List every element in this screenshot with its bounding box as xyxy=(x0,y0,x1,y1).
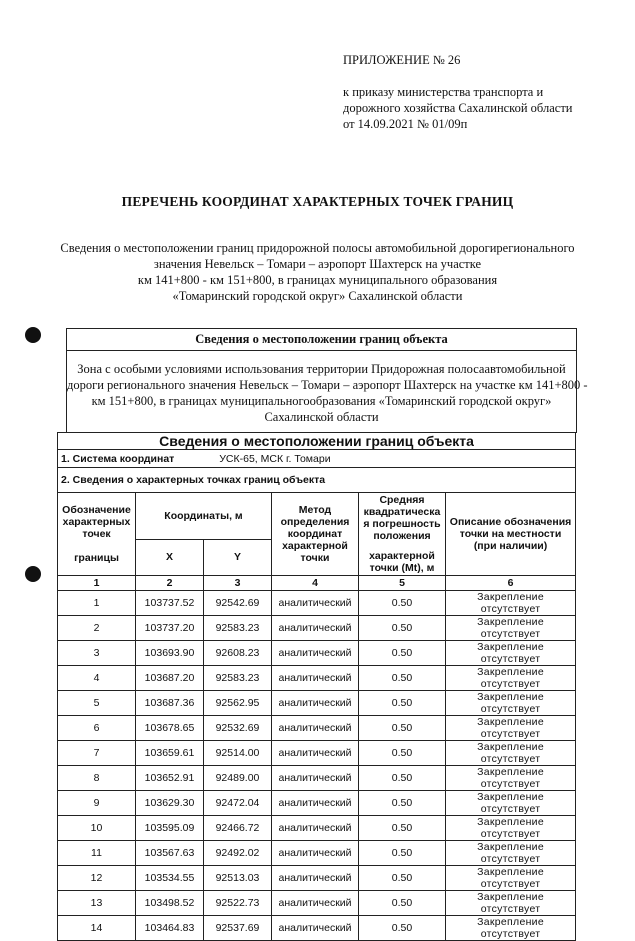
cell-description: Закрепление отсутствует xyxy=(446,791,576,816)
header-description: Описание обозначения точки на местности (при наличии) xyxy=(446,493,576,576)
table-row xyxy=(58,616,576,641)
cell-x: 103737.52 xyxy=(136,591,204,616)
header-accuracy xyxy=(359,493,446,576)
table-title: Сведения о местоположении границ объекта xyxy=(58,433,576,450)
cell-x: 103567.63 xyxy=(136,841,204,866)
table-row xyxy=(58,766,576,791)
cell-x: 103659.61 xyxy=(136,741,204,766)
table-row xyxy=(58,716,576,741)
cell-description: Закрепление отсутствует xyxy=(446,691,576,716)
cell-accuracy: 0.50 xyxy=(359,691,446,716)
cell-x: 103652.91 xyxy=(136,766,204,791)
cell-x: 103678.65 xyxy=(136,716,204,741)
table-row xyxy=(58,816,576,841)
cell-point-number: 4 xyxy=(58,666,136,691)
cell-accuracy: 0.50 xyxy=(359,916,446,941)
table-row xyxy=(58,666,576,691)
cell-description: Закрепление отсутствует xyxy=(446,841,576,866)
cell-method: аналитический xyxy=(272,791,359,816)
section2-label: 2. Сведения о характерных точках границ объекта xyxy=(58,468,576,493)
intro-line: значения Невельск – Томари – аэропорт Шахтерск на участке xyxy=(153,257,482,271)
cell-description: Закрепление отсутствует xyxy=(446,766,576,791)
cell-description: Закрепление отсутствует xyxy=(446,866,576,891)
col-number: 6 xyxy=(446,576,576,591)
cell-accuracy: 0.50 xyxy=(359,741,446,766)
page-title: ПЕРЕЧЕНЬ КООРДИНАТ ХАРАКТЕРНЫХ ТОЧЕК ГРАНИЦ xyxy=(121,194,514,209)
cell-method: аналитический xyxy=(272,641,359,666)
cell-point-number: 1 xyxy=(58,591,136,616)
intro-paragraph xyxy=(60,240,575,304)
cell-method: аналитический xyxy=(272,666,359,691)
cell-point-number: 3 xyxy=(58,641,136,666)
cell-y: 92514.00 xyxy=(204,741,272,766)
cell-accuracy: 0.50 xyxy=(359,866,446,891)
cell-y: 92583.23 xyxy=(204,666,272,691)
appendix-line: дорожного хозяйства Сахалинской области xyxy=(343,101,573,115)
appendix-line: от 14.09.2021 № 01/09п xyxy=(343,117,468,131)
header-designation-text: Обозначение характерных точек xyxy=(62,504,131,540)
cell-y: 92562.95 xyxy=(204,691,272,716)
table-row xyxy=(58,866,576,891)
object-section-line: Сахалинской области xyxy=(264,410,379,424)
cell-accuracy: 0.50 xyxy=(359,616,446,641)
header-x: Х xyxy=(136,539,204,575)
cell-x: 103498.52 xyxy=(136,891,204,916)
cell-y: 92489.00 xyxy=(204,766,272,791)
cell-description: Закрепление отсутствует xyxy=(446,816,576,841)
cell-x: 103534.55 xyxy=(136,866,204,891)
cell-method: аналитический xyxy=(272,691,359,716)
header-accuracy-text: Средняя квадратическа я погрешность положения xyxy=(363,494,441,542)
header-y: Y xyxy=(204,539,272,575)
col-number: 5 xyxy=(359,576,446,591)
intro-line: Сведения о местоположении границ придорожной полосы автомобильной дорогирегионального xyxy=(60,241,575,255)
cell-method: аналитический xyxy=(272,891,359,916)
cell-point-number: 12 xyxy=(58,866,136,891)
cell-accuracy: 0.50 xyxy=(359,641,446,666)
object-section-body xyxy=(67,361,588,425)
cell-accuracy: 0.50 xyxy=(359,841,446,866)
cell-point-number: 13 xyxy=(58,891,136,916)
cell-accuracy: 0.50 xyxy=(359,766,446,791)
cell-point-number: 7 xyxy=(58,741,136,766)
cell-x: 103629.30 xyxy=(136,791,204,816)
cell-method: аналитический xyxy=(272,866,359,891)
table-row xyxy=(58,916,576,941)
coordinates-table xyxy=(57,432,576,941)
col-number: 2 xyxy=(136,576,204,591)
object-section-line: км 151+800, в границах муниципальногообразования «Томаринский городской округ» xyxy=(91,394,552,408)
cell-x: 103687.20 xyxy=(136,666,204,691)
cell-description: Закрепление отсутствует xyxy=(446,891,576,916)
cell-accuracy: 0.50 xyxy=(359,791,446,816)
object-section-header: Сведения о местоположении границ объекта xyxy=(67,332,576,351)
cell-description: Закрепление отсутствует xyxy=(446,716,576,741)
punch-hole-mark xyxy=(25,327,41,343)
cell-method: аналитический xyxy=(272,766,359,791)
cell-method: аналитический xyxy=(272,741,359,766)
intro-line: км 141+800 - км 151+800, в границах муниципального образования xyxy=(137,273,498,287)
cell-point-number: 10 xyxy=(58,816,136,841)
col-number: 4 xyxy=(272,576,359,591)
cell-y: 92522.73 xyxy=(204,891,272,916)
table-row xyxy=(58,741,576,766)
appendix-block xyxy=(343,52,603,132)
table-row xyxy=(58,841,576,866)
cell-method: аналитический xyxy=(272,616,359,641)
col-number: 1 xyxy=(58,576,136,591)
cell-point-number: 5 xyxy=(58,691,136,716)
table-row xyxy=(58,641,576,666)
object-section-line: Зона с особыми условиями использования территории Придорожная полосаавтомобильной xyxy=(77,362,566,376)
header-coords: Координаты, м xyxy=(136,493,272,540)
intro-line: «Томаринский городской округ» Сахалинской области xyxy=(172,289,463,303)
cell-x: 103687.36 xyxy=(136,691,204,716)
punch-hole-mark xyxy=(25,566,41,582)
cell-method: аналитический xyxy=(272,591,359,616)
cell-y: 92492.02 xyxy=(204,841,272,866)
cell-y: 92466.72 xyxy=(204,816,272,841)
cell-x: 103464.83 xyxy=(136,916,204,941)
cell-accuracy: 0.50 xyxy=(359,816,446,841)
table-row xyxy=(58,791,576,816)
cell-description: Закрепление отсутствует xyxy=(446,666,576,691)
cell-description: Закрепление отсутствует xyxy=(446,741,576,766)
cell-accuracy: 0.50 xyxy=(359,591,446,616)
cell-y: 92513.03 xyxy=(204,866,272,891)
cell-method: аналитический xyxy=(272,841,359,866)
table-row xyxy=(58,591,576,616)
coord-system-value: УСК-65, МСК г. Томари xyxy=(219,452,331,465)
cell-description: Закрепление отсутствует xyxy=(446,641,576,666)
cell-accuracy: 0.50 xyxy=(359,891,446,916)
cell-accuracy: 0.50 xyxy=(359,716,446,741)
cell-point-number: 14 xyxy=(58,916,136,941)
appendix-number: ПРИЛОЖЕНИЕ № 26 xyxy=(343,53,461,67)
coord-system-row xyxy=(58,450,576,468)
cell-y: 92583.23 xyxy=(204,616,272,641)
header-accuracy-sub: характерной точки (Mt), м xyxy=(369,550,435,574)
cell-description: Закрепление отсутствует xyxy=(446,591,576,616)
appendix-line: к приказу министерства транспорта и xyxy=(343,85,544,99)
header-designation-sub: границы xyxy=(74,552,119,564)
cell-description: Закрепление отсутствует xyxy=(446,916,576,941)
cell-y: 92532.69 xyxy=(204,716,272,741)
table-row xyxy=(58,691,576,716)
cell-y: 92608.23 xyxy=(204,641,272,666)
header-method: Метод определения координат характерной точки xyxy=(272,493,359,576)
header-designation xyxy=(58,493,136,576)
object-section-box xyxy=(66,328,588,433)
cell-x: 103595.09 xyxy=(136,816,204,841)
cell-y: 92542.69 xyxy=(204,591,272,616)
table-body xyxy=(58,591,576,941)
cell-point-number: 11 xyxy=(58,841,136,866)
cell-description: Закрепление отсутствует xyxy=(446,616,576,641)
cell-method: аналитический xyxy=(272,916,359,941)
cell-x: 103737.20 xyxy=(136,616,204,641)
cell-point-number: 6 xyxy=(58,716,136,741)
cell-accuracy: 0.50 xyxy=(359,666,446,691)
cell-point-number: 8 xyxy=(58,766,136,791)
cell-y: 92472.04 xyxy=(204,791,272,816)
coord-system-label: 1. Система координат xyxy=(61,452,175,465)
cell-method: аналитический xyxy=(272,716,359,741)
cell-y: 92537.69 xyxy=(204,916,272,941)
col-number: 3 xyxy=(204,576,272,591)
table-row xyxy=(58,891,576,916)
cell-point-number: 9 xyxy=(58,791,136,816)
cell-point-number: 2 xyxy=(58,616,136,641)
object-section-line: дороги регионального значения Невельск – Томари – аэропорт Шахтерск на участке км 141+800 - xyxy=(67,378,588,392)
cell-method: аналитический xyxy=(272,816,359,841)
cell-x: 103693.90 xyxy=(136,641,204,666)
